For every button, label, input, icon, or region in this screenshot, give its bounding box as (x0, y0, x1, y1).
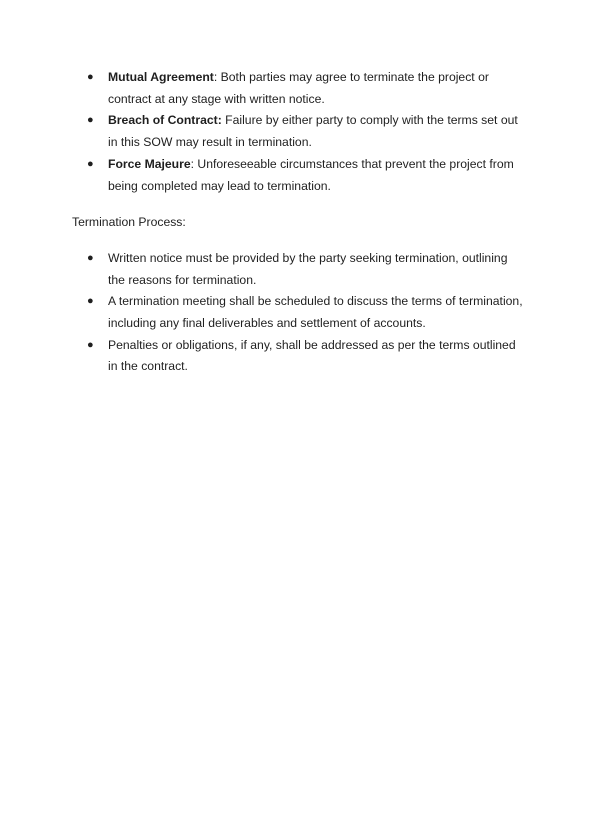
list-item-termination-meeting (72, 291, 527, 334)
term-description: Unforeseeable circumstances that prevent the project from being completed may lead to termination. (108, 156, 514, 193)
list-item-breach-of-contract (72, 110, 527, 153)
bullet-icon: ● (87, 338, 94, 351)
list-item-written-notice (72, 248, 527, 291)
term-description: Failure by either party to comply with the terms set out in this SOW may result in termination. (108, 113, 518, 150)
term-description: Both parties may agree to terminate the project or contract at any stage with written notice. (108, 70, 489, 106)
document-content (72, 67, 527, 378)
termination-process-list (72, 248, 527, 378)
list-item-text: A termination meeting shall be scheduled to discuss the terms of termination, including any final deliverables and settlement of accounts. (108, 294, 523, 331)
list-item-text: Written notice must be provided by the party seeking termination, outlining the reasons for termination. (108, 250, 508, 287)
list-item-force-majeure (72, 154, 527, 197)
term-separator: : (213, 70, 218, 84)
term-label: Breach of Contract: (108, 113, 222, 128)
term-label: Mutual Agreement (108, 70, 214, 84)
bullet-icon: ● (87, 251, 94, 264)
bullet-icon: ● (87, 71, 94, 83)
term-separator: : (190, 156, 195, 171)
term-label: Force Majeure (108, 156, 191, 171)
list-item-penalties (72, 335, 527, 378)
termination-process-heading: Termination Process: (72, 215, 186, 230)
bullet-icon: ● (87, 295, 94, 308)
bullet-icon: ● (87, 114, 94, 127)
list-item-text: Penalties or obligations, if any, shall be addressed as per the terms outlined in the contract. (108, 337, 516, 374)
bullet-icon: ● (87, 157, 94, 170)
termination-reasons-list (72, 67, 527, 197)
list-item-mutual-agreement (72, 67, 527, 110)
